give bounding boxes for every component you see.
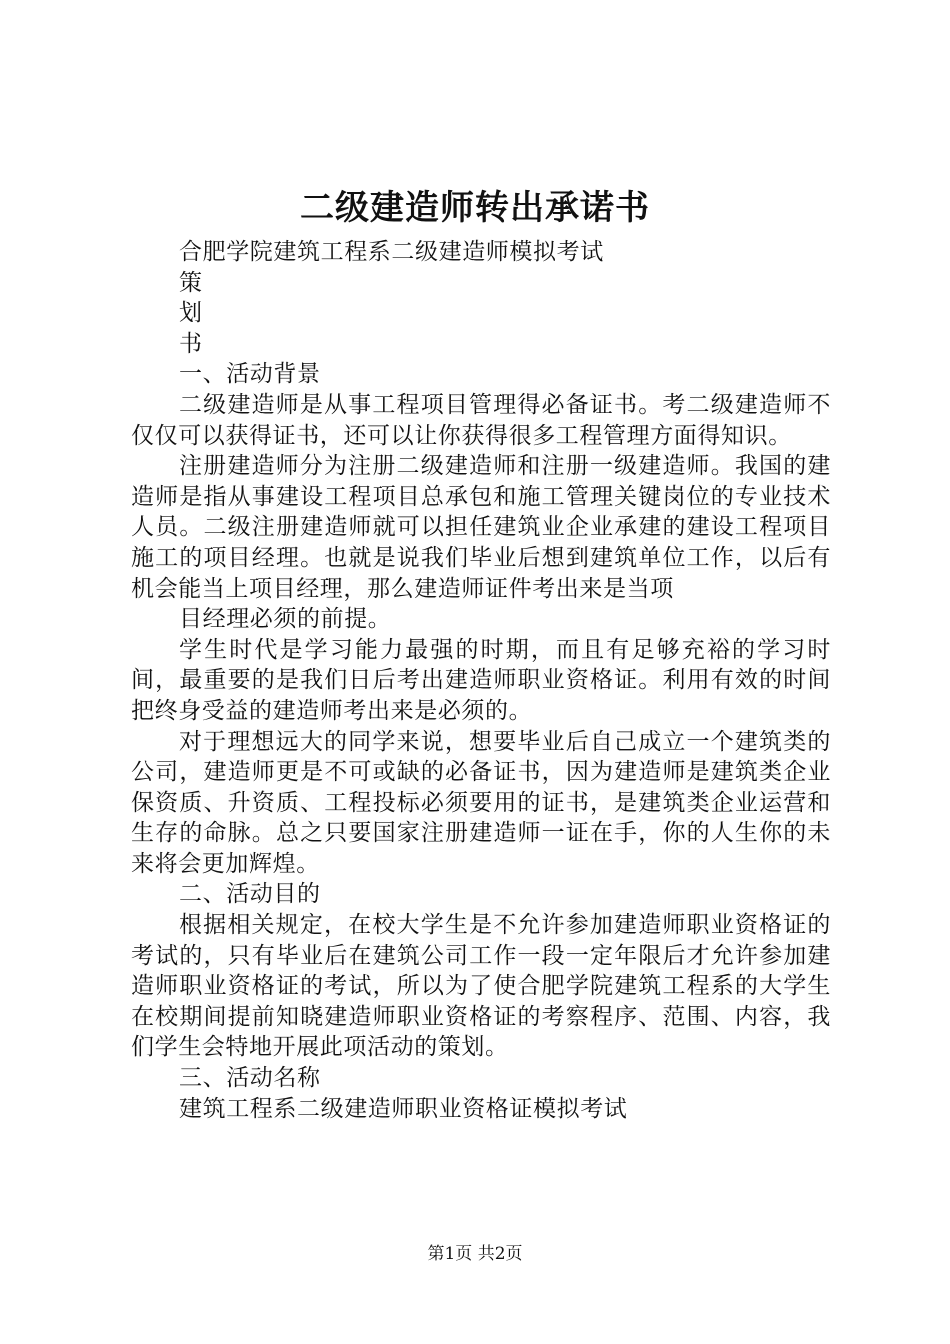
paragraph: 目经理必须的前提。 <box>179 606 392 633</box>
paragraph: 学生时代是学习能力最强的时期，而且有足够充裕的学习时间，最重要的是我们日后考出建造师职业资格证。利用有效的时间把终身受益的建造师考出来是必须的。 <box>131 636 831 724</box>
paragraph: 二级建造师是从事工程项目管理得必备证书。考二级建造师不仅仅可以获得证书，还可以让你获得很多工程管理方面得知识。 <box>131 391 831 449</box>
document-body <box>131 237 831 1124</box>
heading-line: 策 <box>179 269 203 296</box>
paragraph: 对于理想远大的同学来说，想要毕业后自己成立一个建筑类的公司，建造师更是不可或缺的必备证书，因为建造师是建筑类企业保资质、升资质、工程投标必须要用的证书，是建筑类企业运营和生存的命脉。总之只要国家注册建造师一证在手，你的人生你的未来将会更加辉煌。 <box>131 728 831 877</box>
section-heading: 三、活动名称 <box>179 1065 321 1092</box>
heading-line: 划 <box>179 300 203 327</box>
heading-line: 书 <box>179 330 203 357</box>
paragraph: 建筑工程系二级建造师职业资格证模拟考试 <box>179 1095 628 1122</box>
heading-line: 合肥学院建筑工程系二级建造师模拟考试 <box>179 239 604 265</box>
section-heading: 二、活动目的 <box>179 881 321 908</box>
page-footer: 第1页 共2页 <box>427 1244 523 1264</box>
paragraph: 注册建造师分为注册二级建造师和注册一级建造师。我国的建造师是指从事建设工程项目总承包和施工管理关键岗位的专业技术人员。二级注册建造师就可以担任建筑业企业承建的建设工程项目施工的项目经理。也就是说我们毕业后想到建筑单位工作，以后有机会能当上项目经理，那么建造师证件考出来是当项 <box>131 453 831 602</box>
section-heading: 一、活动背景 <box>179 361 321 388</box>
document-title: 二级建造师转出承诺书 <box>300 188 650 228</box>
paragraph: 根据相关规定，在校大学生是不允许参加建造师职业资格证的考试的，只有毕业后在建筑公司工作一段一定年限后才允许参加建造师职业资格证的考试，所以为了使合肥学院建筑工程系的大学生在校期间提前知晓建造师职业资格证的考察程序、范围、内容，我们学生会特地开展此项活动的策划。 <box>131 912 831 1061</box>
